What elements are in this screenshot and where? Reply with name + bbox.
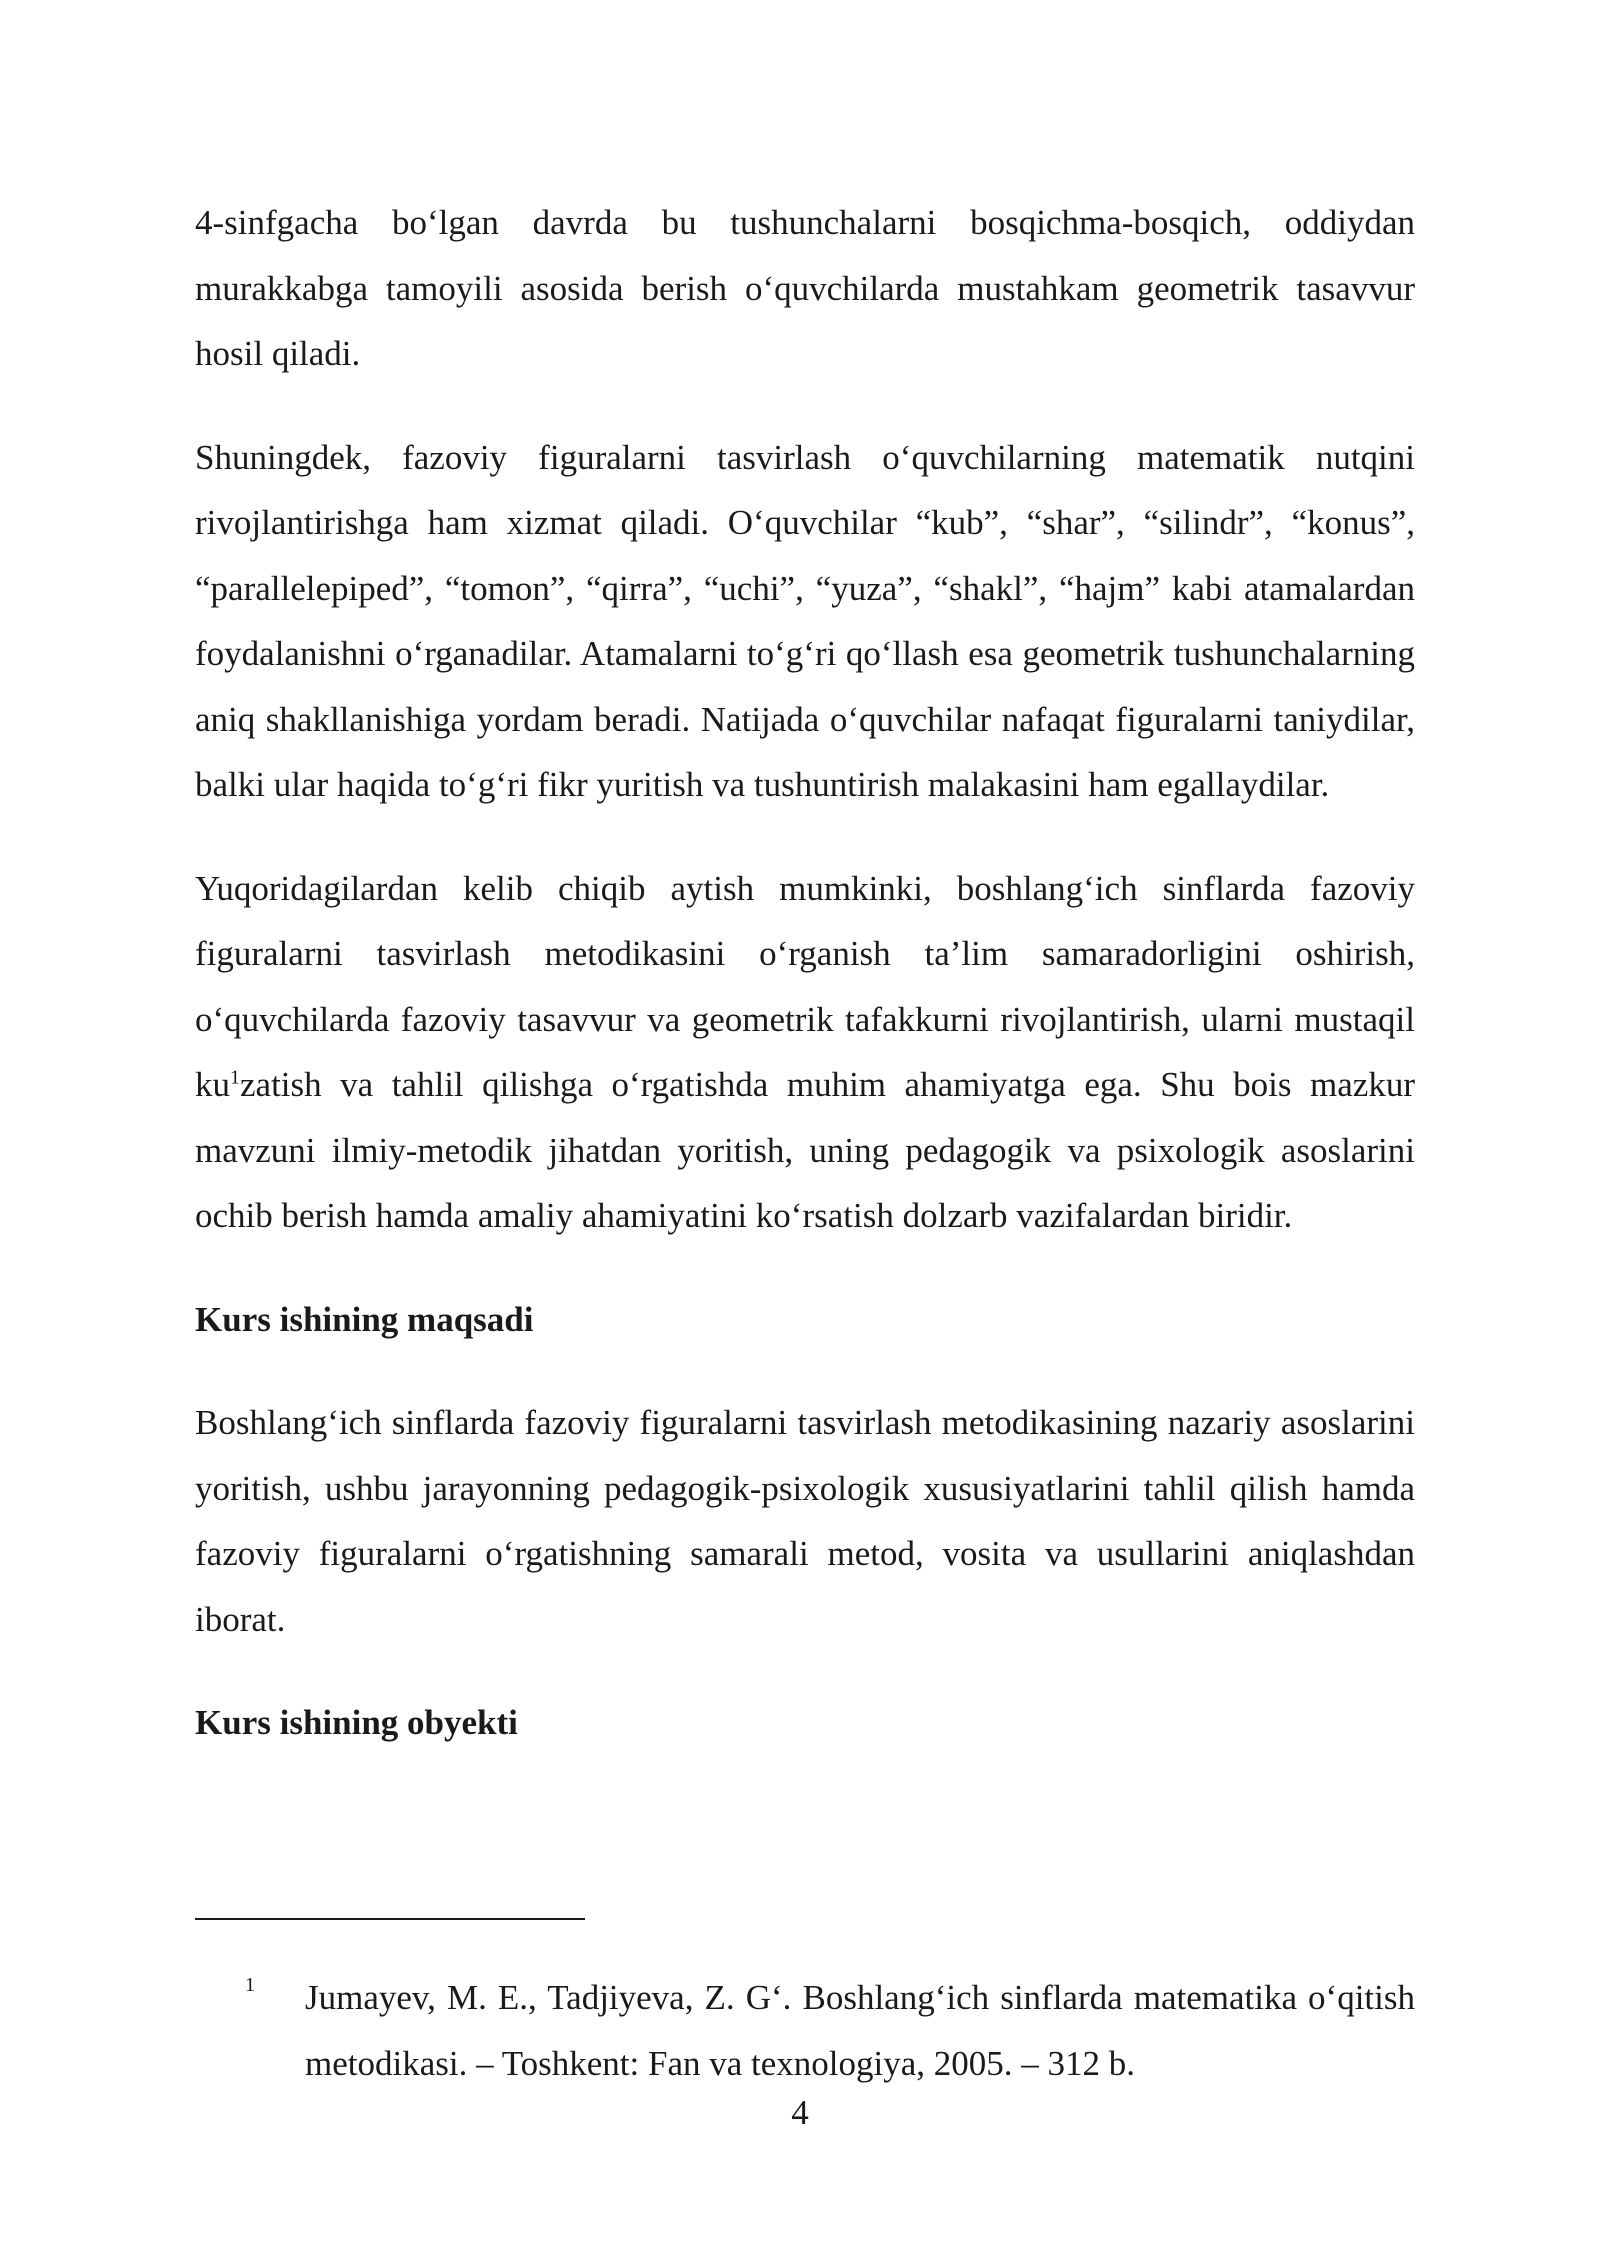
page-number: 4 [791,2093,809,2132]
paragraph-goal: Boshlang‘ich sinflarda fazoviy figuralarni tasvirlash metodikasining nazariy asoslarini yoritish, ushbu jarayonning pedagogik-psixologik xususiyatlarini tahlil qilish hamda fazoviy figuralarni o‘rgatishning samarali metod, vosita va usullarini aniqlashdan iborat. [195,1403,1415,1639]
footnote-reference[interactable]: 1 [230,1066,240,1089]
section-heading-goal: Kurs ishining maqsadi [195,1299,534,1339]
paragraph-3-text-end: zatish va tahlil qilishga o‘rgatishda muhim ahamiyatga ega. Shu bois mazkur mavzuni ilmiy-metodik jihatdan yoritish, uning pedagogik va psixologik asoslarini ochib berish hamda amaliy ahamiyatini ko‘rsatish dolzarb vazifalardan biridir. [195,1065,1415,1235]
document-page [195,190,1415,1794]
footnote-mark: 1 [245,1974,255,1996]
paragraph-3-text-start: Yuqoridagilardan kelib chiqib aytish mumkinki, boshlang‘ich sinflarda fazoviy figuralarni tasvirlash metodikasini o‘rganish ta’lim samaradorligini oshirish, o‘quvchilarda fazoviy tasavvur va geometrik tafakkurni rivojlantirish, ularni mustaqil ku [195,868,1415,1104]
paragraph-3 [195,856,1415,1249]
footnote-separator [195,1918,585,1920]
section-heading-object: Kurs ishining obyekti [195,1703,518,1742]
footnote-text: Jumayev, M. E., Tadjiyeva, Z. G‘. Boshlang‘ich sinflarda matematika o‘qitish metodikasi. – Toshkent: Fan va texnologiya, 2005. – 312 b. [305,1978,1415,2083]
paragraph-2: Shuningdek, fazoviy figuralarni tasvirlash o‘quvchilarning matematik nutqini rivojlantirishga ham xizmat qiladi. O‘quvchilar “kub”, “shar”, “silindr”, “konus”, “parallelepiped”, “tomon”, “qirra”, “uchi”, “yuza”, “shakl”, “hajm” kabi atamalardan foydalanishni o‘rganadilar. Atamalarni to‘g‘ri qo‘llash esa geometrik tushunchalarning aniq shakllanishiga yordam beradi. Natijada o‘quvchilar nafaqat figuralarni taniydilar, balki ular haqida to‘g‘ri fikr yuritish va tushuntirish malakasini ham egallaydilar. [195,437,1415,804]
footnote [245,1965,1415,2096]
paragraph-1: 4-sinfgacha bo‘lgan davrda bu tushunchalarni bosqichma-bosqich, oddiydan murakkabga tamoyili asosida berish o‘quvchilarda mustahkam geometrik tasavvur hosil qiladi. [195,203,1415,373]
